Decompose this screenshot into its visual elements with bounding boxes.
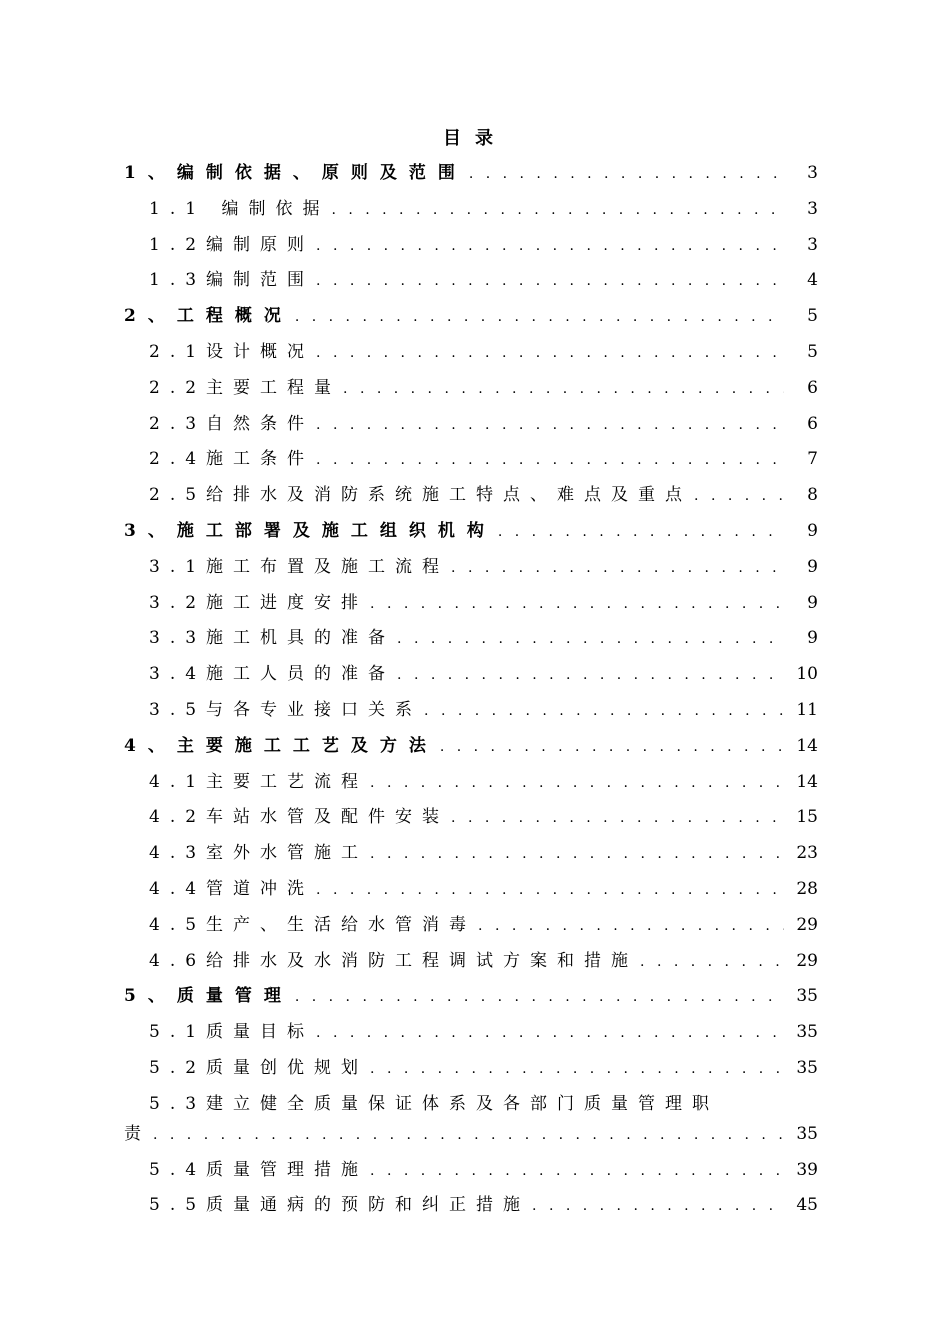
toc-leader-dots xyxy=(440,732,784,762)
toc-entry[interactable] xyxy=(124,409,818,445)
toc-page-number: 9 xyxy=(807,592,818,613)
toc-entry[interactable] xyxy=(124,1190,818,1226)
toc-entry-label: 3.1施工布置及施工流程 xyxy=(149,556,450,577)
toc-page-number: 45 xyxy=(796,1195,818,1216)
toc-entry[interactable] xyxy=(124,981,818,1017)
toc-entry-label: 2.3自然条件 xyxy=(149,413,315,434)
toc-entry-label: 4.6给排水及水消防工程调试方案和措施 xyxy=(149,950,639,971)
toc-list xyxy=(124,158,818,1226)
toc-page-number: 3 xyxy=(807,234,818,255)
toc-page-number: 5 xyxy=(807,306,818,327)
toc-entry-label: 1.2编制原则 xyxy=(149,234,315,255)
toc-entry-label: 4、主要施工工艺及方法 xyxy=(124,735,438,756)
toc-leader-dots xyxy=(397,660,784,690)
toc-page-number: 28 xyxy=(796,878,818,899)
toc-leader-dots xyxy=(153,1120,784,1150)
toc-entry[interactable] xyxy=(124,874,818,910)
toc-entry[interactable] xyxy=(124,1053,818,1089)
toc-page-number: 9 xyxy=(807,628,818,649)
toc-page-number: 14 xyxy=(796,735,818,756)
toc-entry-label: 3、施工部署及施工组织机构 xyxy=(124,520,496,541)
toc-page-number: 29 xyxy=(796,950,818,971)
toc-page-number: 3 xyxy=(807,163,818,183)
toc-entry[interactable] xyxy=(124,337,818,373)
toc-entry-label: 3.2施工进度安排 xyxy=(149,592,369,613)
toc-entry[interactable] xyxy=(124,695,818,731)
toc-entry-label: 4.5生产、生活给水管消毒 xyxy=(149,914,477,935)
toc-leader-dots xyxy=(370,1054,784,1084)
toc-entry-label: 2.4施工条件 xyxy=(149,449,315,470)
toc-page-number: 35 xyxy=(796,1123,818,1144)
toc-leader-dots xyxy=(316,1018,784,1048)
toc-entry-label: 5.4质量管理措施 xyxy=(149,1159,369,1180)
toc-entry-label: 3.3施工机具的准备 xyxy=(149,628,396,649)
toc-entry-label: 3.4施工人员的准备 xyxy=(149,664,396,685)
toc-entry-label: 5.3建立健全质量保证体系及各部门质量管理职 xyxy=(149,1093,720,1114)
toc-entry-label-continued: 责 xyxy=(124,1123,151,1144)
toc-leader-dots xyxy=(370,768,784,798)
toc-entry[interactable] xyxy=(124,946,818,982)
toc-title: 目录 xyxy=(443,128,507,149)
toc-entry-label: 5.1质量目标 xyxy=(149,1022,315,1043)
toc-page-number: 15 xyxy=(796,807,818,828)
toc-entry-label: 2.1设计概况 xyxy=(149,341,315,362)
toc-page-number: 10 xyxy=(796,664,818,685)
toc-leader-dots xyxy=(370,589,784,619)
toc-leader-dots xyxy=(640,947,784,977)
toc-leader-dots xyxy=(478,911,784,941)
toc-page-number: 7 xyxy=(807,449,818,470)
toc-page-number: 11 xyxy=(796,699,818,720)
toc-page-number: 23 xyxy=(796,843,818,864)
toc-entry-label: 1.3编制范围 xyxy=(149,270,315,291)
toc-entry-label: 2.5给排水及消防系统施工特点、难点及重点 xyxy=(149,485,693,506)
toc-leader-dots xyxy=(424,696,784,726)
toc-page-number: 9 xyxy=(807,520,818,541)
toc-entry[interactable] xyxy=(124,767,818,803)
toc-leader-dots xyxy=(532,1191,784,1221)
toc-entry[interactable] xyxy=(124,444,818,480)
toc-page-number: 35 xyxy=(796,986,818,1007)
toc-entry[interactable] xyxy=(124,194,818,230)
toc-page-number: 9 xyxy=(807,556,818,577)
toc-leader-dots xyxy=(316,445,784,475)
toc-entry-label: 1、编制依据、原则及范围 xyxy=(124,163,467,183)
toc-entry-label: 1.1 编制依据 xyxy=(149,198,330,219)
toc-leader-dots xyxy=(343,374,784,404)
toc-entry-label: 4.4管道冲洗 xyxy=(149,878,315,899)
toc-page-number: 6 xyxy=(807,413,818,434)
toc-page-number: 14 xyxy=(796,771,818,792)
toc-page-number: 5 xyxy=(807,341,818,362)
toc-page-number: 29 xyxy=(796,914,818,935)
toc-leader-dots xyxy=(451,553,784,583)
toc-leader-dots xyxy=(397,624,784,654)
toc-entry[interactable] xyxy=(124,1017,818,1053)
toc-entry-label: 4.3室外水管施工 xyxy=(149,843,369,864)
toc-entry[interactable] xyxy=(124,838,818,874)
toc-entry[interactable] xyxy=(124,158,818,194)
toc-leader-dots xyxy=(316,875,784,905)
toc-entry[interactable] xyxy=(124,910,818,946)
toc-leader-dots xyxy=(295,302,784,332)
toc-entry[interactable] xyxy=(124,588,818,624)
toc-entry[interactable] xyxy=(124,480,818,516)
toc-entry[interactable] xyxy=(124,1155,818,1191)
toc-entry-label: 2.2主要工程量 xyxy=(149,377,342,398)
toc-entry-label: 4.1主要工艺流程 xyxy=(149,771,369,792)
toc-entry-label: 5.2质量创优规划 xyxy=(149,1057,369,1078)
toc-leader-dots xyxy=(295,982,784,1012)
toc-leader-dots xyxy=(498,517,784,547)
toc-entry-label: 2、工程概况 xyxy=(124,306,293,327)
toc-leader-dots xyxy=(331,195,784,225)
toc-leader-dots xyxy=(694,481,784,511)
toc-page-number: 35 xyxy=(796,1057,818,1078)
toc-entry-label: 4.2车站水管及配件安装 xyxy=(149,807,450,828)
toc-page-number: 35 xyxy=(796,1022,818,1043)
toc-entry-label: 5.5质量通病的预防和纠正措施 xyxy=(149,1195,531,1216)
toc-entry[interactable] xyxy=(124,802,818,838)
toc-leader-dots xyxy=(469,159,784,189)
toc-leader-dots xyxy=(316,410,784,440)
toc-leader-dots xyxy=(451,803,784,833)
toc-page-number: 3 xyxy=(807,198,818,219)
toc-entry[interactable] xyxy=(124,265,818,301)
toc-entry-label: 5、质量管理 xyxy=(124,986,293,1007)
toc-entry[interactable] xyxy=(124,731,818,767)
toc-entry[interactable] xyxy=(124,552,818,588)
toc-page-number: 4 xyxy=(807,270,818,291)
toc-leader-dots xyxy=(316,266,784,296)
toc-page-number: 8 xyxy=(807,485,818,506)
toc-leader-dots xyxy=(370,839,784,869)
toc-page-number: 6 xyxy=(807,377,818,398)
toc-entry[interactable] xyxy=(124,659,818,695)
toc-entry[interactable] xyxy=(124,516,818,552)
toc-entry[interactable] xyxy=(124,301,818,337)
toc-leader-dots xyxy=(370,1156,784,1186)
toc-entry[interactable] xyxy=(124,230,818,266)
toc-entry[interactable] xyxy=(124,1089,818,1155)
toc-leader-dots xyxy=(316,338,784,368)
toc-page-number: 39 xyxy=(796,1159,818,1180)
toc-entry[interactable] xyxy=(124,623,818,659)
toc-entry-label: 3.5与各专业接口关系 xyxy=(149,699,423,720)
toc-entry[interactable] xyxy=(124,373,818,409)
toc-leader-dots xyxy=(316,231,784,261)
